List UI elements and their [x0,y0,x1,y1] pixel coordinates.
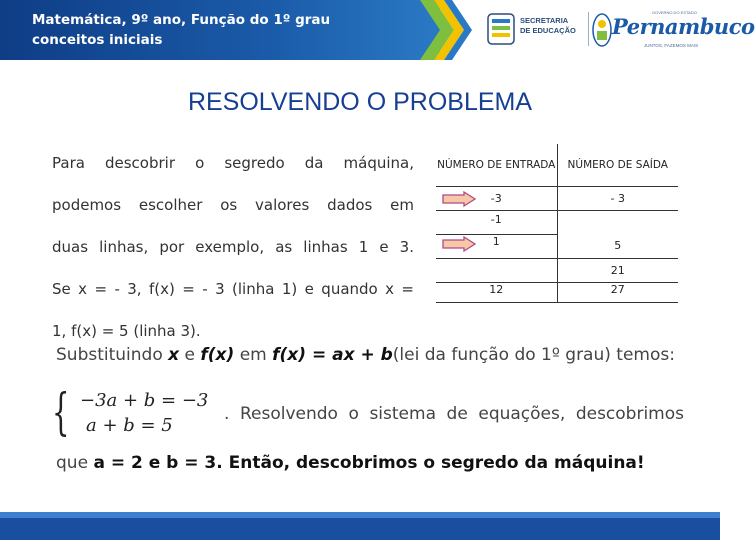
header-output: NÚMERO DE SAÍDA [557,144,678,186]
subst-and: e [179,345,201,365]
header-title [32,10,330,50]
explanation-paragraph [52,142,414,352]
conclusion-prefix: que [56,453,94,473]
header [0,0,755,60]
input-output-table [436,144,678,303]
substitution-sentence [56,345,675,365]
header-title-line2: conceitos iniciais [32,32,163,48]
state-slogan: JUNTOS, FAZEMOS MAIS [644,43,699,48]
subst-formula: f(x) = ax + b [272,345,393,365]
secretaria-label [520,16,580,36]
subst-em: em [234,345,273,365]
secretaria-line1: SECRETARIA [520,16,569,25]
header-title-line1: Matemática, 9º ano, Função do 1º grau [32,12,331,28]
table-row [436,210,678,234]
subst-fx: f(x) [200,345,235,365]
paragraph-line-5: 1, f(x) = 5 (linha 3). [52,322,201,340]
equation-1: −3a + b = −3 [80,390,209,411]
table-row [436,258,678,282]
state-coat-of-arms-icon [592,12,612,48]
table-header-row [436,144,678,186]
table-row [436,282,678,302]
resolve-sentence: . Resolvendo o sistema de equações, descobrimos [224,404,684,424]
cell-input: -3 [436,186,557,210]
equation-system [52,383,222,442]
equation-2: a + b = 5 [86,415,173,436]
table-row [436,234,678,258]
state-small-label: GOVERNO DO ESTADO [652,10,697,15]
cell-input: 12 [436,282,557,302]
subst-suffix: (lei da função do 1º grau) temos: [392,345,675,365]
left-brace: { [52,383,70,441]
cell-output: 5 [557,234,678,258]
cell-output: 27 [557,282,678,302]
conclusion-bold: a = 2 e b = 3. Então, descobrimos o segredo da máquina! [93,453,645,473]
paragraph-line-4: Se x = - 3, f(x) = - 3 (linha 1) e quando x = [52,280,414,298]
paragraph-line-1: Para descobrir o segredo da máquina, [52,154,414,172]
header-input: NÚMERO DE ENTRADA [436,144,557,186]
paragraph-line-2: podemos escolher os valores dados em [52,196,414,214]
header-chevrons-icon [420,0,480,60]
cell-output [557,210,678,234]
subst-prefix: Substituindo [56,345,169,365]
table-row [436,186,678,210]
cell-output: - 3 [557,186,678,210]
secretaria-emblem-icon [486,12,516,46]
cell-input: 1 [436,234,557,258]
secretaria-line2: DE EDUCAÇÃO [520,26,576,35]
cell-input: -1 [436,210,557,234]
cell-output: 21 [557,258,678,282]
subst-x: x [168,345,180,365]
footer-bar [0,518,720,540]
paragraph-line-3: duas linhas, por exemplo, as linhas 1 e 3. [52,238,414,256]
conclusion-sentence [56,453,645,473]
logo-area [480,8,755,54]
cell-input [436,258,557,282]
state-logo-text: Pernambuco [612,14,755,39]
logo-divider [588,12,589,46]
page-title: RESOLVENDO O PROBLEMA [187,88,533,116]
